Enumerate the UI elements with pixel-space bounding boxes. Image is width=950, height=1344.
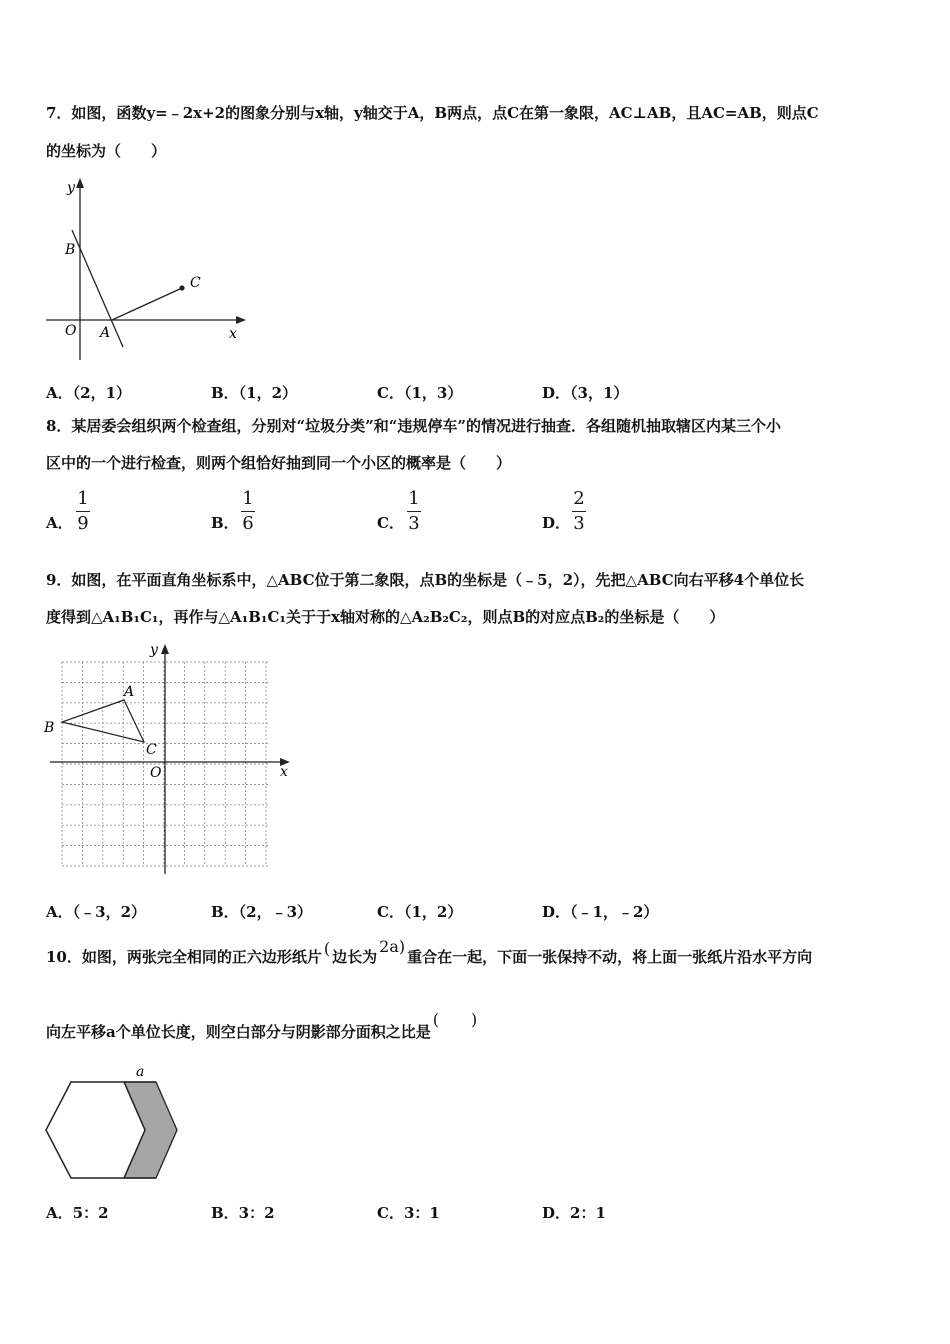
q9-label-x: x — [280, 764, 288, 780]
q7-y-arrow — [76, 178, 84, 188]
q7-figure — [40, 172, 255, 367]
q9-figure — [40, 640, 300, 880]
q9-option-b[interactable]: B．（2，﹣3） — [211, 903, 313, 921]
q9-label-c: C — [146, 742, 157, 758]
q10-option-c[interactable]: C．3：1 — [377, 1204, 440, 1222]
q8-option-c-label: C． — [377, 514, 404, 532]
q8-stem-line1: 8．某居委会组织两个检查组，分别对“垃圾分类”和“违规停车”的情况进行抽查．各组随机抽取辖区内某三个小 — [46, 417, 781, 435]
q8-option-a-label: A． — [46, 514, 73, 532]
q10-stem-line2-text: 向左平移a个单位长度，则空白部分与阴影部分面积之比是 — [46, 1023, 431, 1041]
q7-label-b: B — [65, 242, 76, 258]
q7-x-arrow — [236, 316, 246, 324]
q7-label-y: y — [67, 180, 75, 196]
q7-label-o: O — [65, 323, 77, 339]
q7-stem-line2: 的坐标为（ ） — [46, 142, 167, 160]
q7-label-x: x — [229, 326, 237, 342]
q9-label-y: y — [150, 642, 158, 658]
q8-option-d-label: D． — [542, 514, 571, 532]
q8-option-d[interactable] — [542, 488, 585, 534]
q7-option-a[interactable]: A．（2，1） — [46, 384, 132, 402]
q10-hexagon-top — [46, 1082, 145, 1178]
q10-answer-paren: ( ) — [432, 1010, 478, 1029]
q7-segment-ac — [112, 288, 182, 320]
q10-label-a: a — [136, 1064, 145, 1080]
q8-option-c[interactable] — [377, 488, 420, 534]
q10-option-d[interactable]: D．2：1 — [542, 1204, 606, 1222]
q9-option-a[interactable]: A．（﹣3，2） — [46, 903, 147, 921]
q10-paren-open: ( — [323, 939, 331, 958]
q9-label-o: O — [150, 765, 162, 781]
q7-option-c[interactable]: C．（1，3） — [377, 384, 463, 402]
q10-stem-part3: 重合在一起，下面一张保持不动，将上面一张纸片沿水平方向 — [407, 948, 813, 966]
q7-label-a: A — [100, 325, 111, 341]
q9-option-d[interactable]: D．（﹣1，﹣2） — [542, 903, 659, 921]
q8-option-d-fraction: 2 3 — [573, 488, 585, 534]
q10-stem-line2 — [46, 1010, 478, 1042]
q8-stem-line2: 区中的一个进行检查，则两个组恰好抽到同一个小区的概率是（ ） — [46, 454, 512, 472]
q9-stem-line2: 度得到△A₁B₁C₁，再作与△A₁B₁C₁关于于x轴对称的△A₂B₂C₂，则点B的对应点B₂的坐标是（ ） — [46, 608, 725, 626]
q10-stem-part1: 10．如图，两张完全相同的正六边形纸片 — [46, 948, 322, 966]
q7-option-b[interactable]: B．（1，2） — [211, 384, 298, 402]
q9-label-b: B — [44, 720, 55, 736]
q8-option-a[interactable] — [46, 488, 89, 534]
q10-option-a[interactable]: A．5：2 — [46, 1204, 109, 1222]
q10-side-length: 2a) — [379, 937, 406, 956]
q8-option-b[interactable] — [211, 488, 254, 534]
q7-stem-line1: 7．如图，函数y=﹣2x+2的图象分别与x轴，y轴交于A，B两点，点C在第一象限，AC⊥AB，且AC=AB，则点C — [46, 104, 819, 122]
q10-stem-line1 — [46, 937, 813, 967]
q8-option-b-fraction: 1 6 — [242, 488, 254, 534]
q9-y-arrow — [161, 644, 169, 654]
q9-option-c[interactable]: C．（1，2） — [377, 903, 463, 921]
q10-option-b[interactable]: B．3：2 — [211, 1204, 275, 1222]
q8-option-b-label: B． — [211, 514, 239, 532]
q10-stem-part2: 边长为 — [332, 948, 378, 966]
q7-label-c: C — [190, 275, 201, 291]
q8-option-a-fraction: 1 9 — [77, 488, 89, 534]
q9-grid — [62, 662, 270, 866]
q7-option-d[interactable]: D．（3，1） — [542, 384, 629, 402]
q10-figure — [40, 1062, 190, 1187]
q7-point-c — [179, 285, 184, 290]
q9-label-a: A — [124, 684, 135, 700]
q8-option-c-fraction: 1 3 — [408, 488, 420, 534]
q9-stem-line1: 9．如图，在平面直角坐标系中，△ABC位于第二象限，点B的坐标是（﹣5，2），先把△ABC向右平移4个单位长 — [46, 571, 805, 589]
